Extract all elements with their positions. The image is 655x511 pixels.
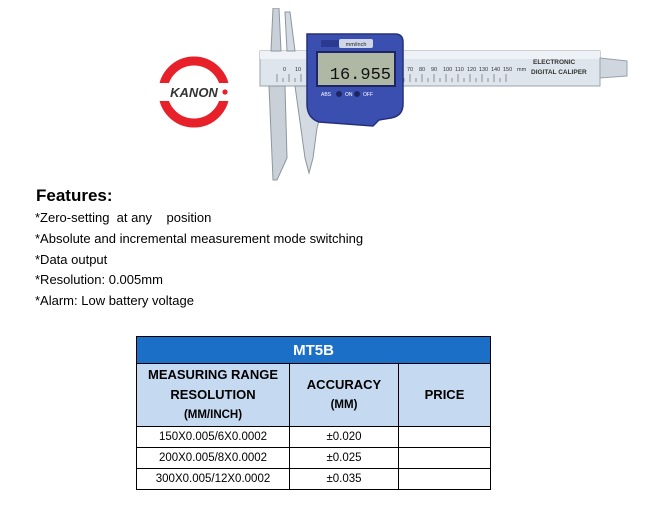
accuracy-cell: ±0.035 (290, 469, 399, 490)
scale-number: 120 (467, 67, 477, 73)
scale-number: 110 (455, 67, 464, 73)
range-cell: 300X0.005/12X0.0002 (137, 469, 290, 490)
unit-button-label: mm/inch (345, 42, 367, 48)
scale-number: 0 (283, 67, 287, 73)
price-cell (399, 448, 491, 469)
header-text: ACCURACY (306, 377, 382, 392)
accuracy-cell: ±0.020 (290, 427, 399, 448)
scale-number: 10 (295, 67, 302, 73)
features-list (35, 208, 363, 312)
price-cell (399, 469, 491, 490)
scale-number: 130 (479, 67, 489, 73)
scale-number: 90 (431, 67, 438, 73)
scale-number: 80 (419, 67, 426, 73)
table-header-row (137, 364, 491, 427)
feature-item: *Zero-setting at any position (35, 210, 212, 225)
feature-item: *Resolution: 0.005mm (35, 272, 163, 288)
abs-button-label: ABS (321, 92, 332, 98)
scale-number: 150 (503, 67, 513, 73)
product-label: DIGITAL CALIPER (531, 69, 587, 76)
feature-item: *Alarm: Low battery voltage (35, 293, 194, 309)
off-button-label: OFF (363, 92, 373, 98)
header-text: PRICE (424, 387, 465, 402)
scale-number: 100 (443, 67, 453, 73)
header-accuracy (290, 364, 399, 427)
range-cell: 200X0.005/8X0.0002 (137, 448, 290, 469)
logo-text: KANON (170, 85, 218, 100)
on-button-label: ON (345, 92, 353, 98)
digital-caliper-image (255, 8, 635, 184)
feature-item: *Data output (35, 251, 108, 267)
header-measuring-range (137, 364, 290, 427)
table-row (137, 469, 491, 490)
price-cell (399, 427, 491, 448)
product-label: ELECTRONIC (533, 59, 576, 66)
header-price (399, 364, 491, 427)
lcd-readout: 16.955 (329, 66, 391, 85)
feature-item: *Absolute and incremental measurement mode switching (35, 230, 364, 246)
scale-number: 140 (491, 67, 501, 73)
spec-table (136, 336, 491, 490)
header-text: (MM) (330, 399, 358, 411)
table-row (137, 448, 491, 469)
header-text: (MM/INCH) (183, 409, 243, 421)
kanon-logo (158, 56, 230, 128)
header-text: MEASURING RANGE (147, 367, 278, 382)
scale-unit: mm (517, 67, 527, 73)
scale-number: 70 (407, 67, 414, 73)
header-text: RESOLUTION (170, 387, 256, 402)
accuracy-cell: ±0.025 (290, 448, 399, 469)
table-row (137, 427, 491, 448)
range-cell: 150X0.005/6X0.0002 (137, 427, 290, 448)
model-name: MT5B (137, 337, 491, 364)
table-title-row (137, 337, 491, 364)
features-heading: Features: (36, 186, 113, 205)
